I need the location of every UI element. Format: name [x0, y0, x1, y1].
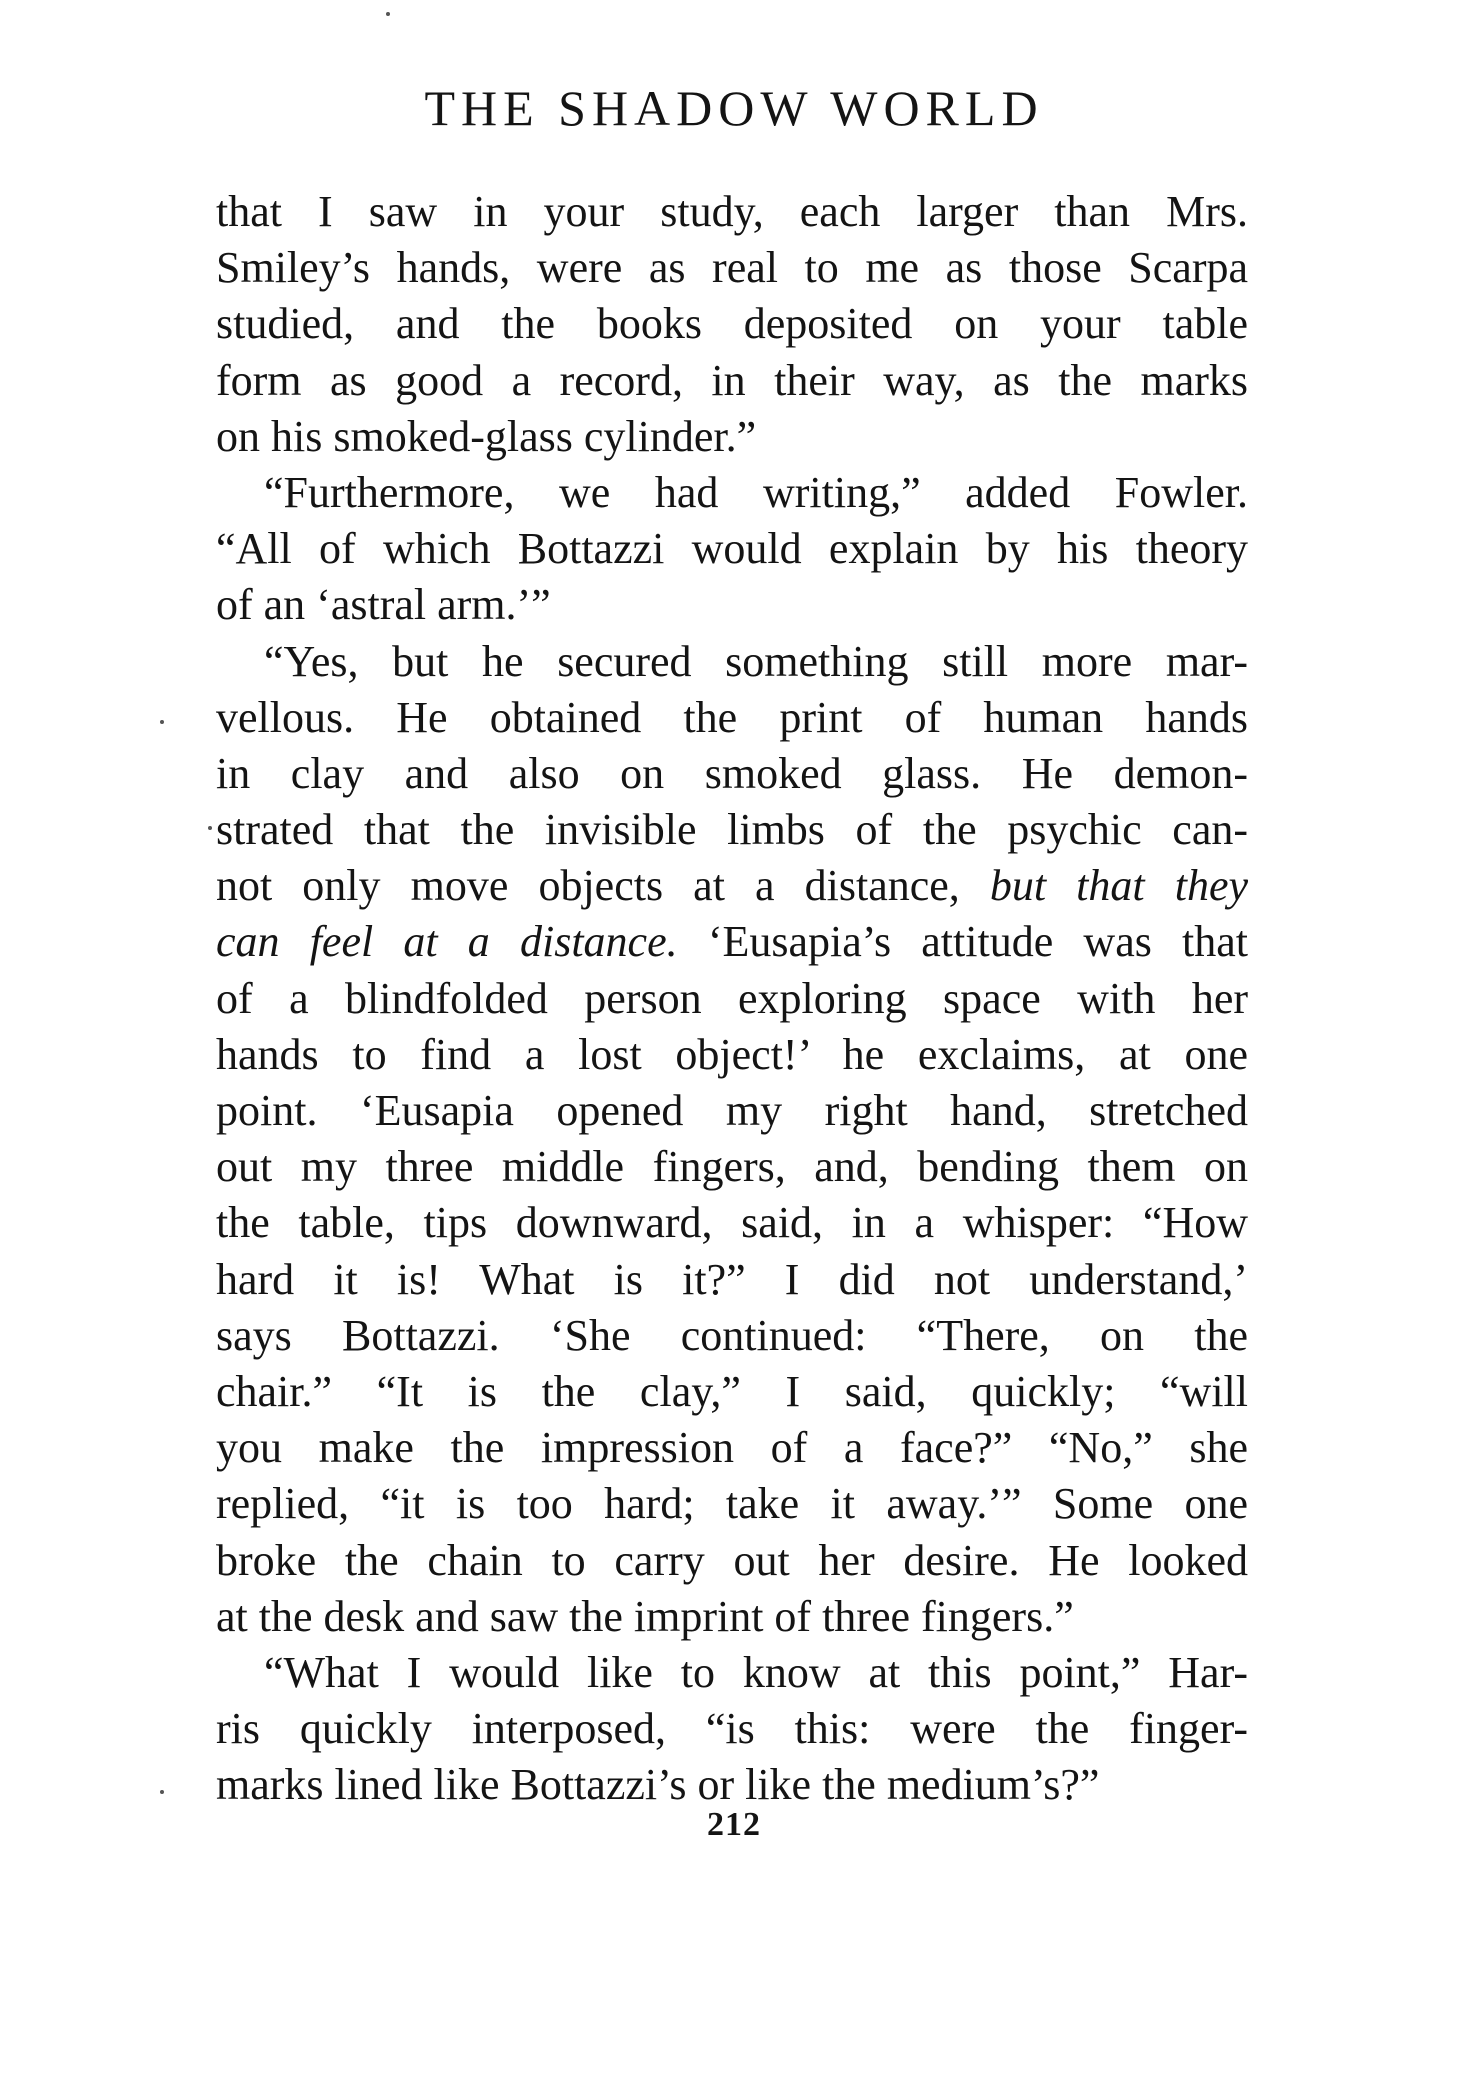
- italic-run: can feel at a distance.: [216, 917, 678, 967]
- text-line: hands to find a lost object!’ he exclaims, at one: [216, 1029, 1248, 1079]
- text-line-mixed: [216, 914, 1248, 970]
- scan-speck: [386, 12, 390, 16]
- text-line: at the desk and saw the imprint of three fingers.”: [216, 1591, 1074, 1641]
- text-line: you make the impression of a face?” “No,” she: [216, 1423, 1248, 1473]
- text-line: broke the chain to carry out her desire. He looked: [216, 1535, 1248, 1585]
- running-head: THE SHADOW WORLD: [424, 80, 1044, 136]
- roman-run: ‘Eusapia’s attitude was that: [707, 917, 1248, 967]
- text-line: “Yes, but he secured something still more mar-: [264, 636, 1248, 686]
- text-line: point. ‘Eusapia opened my right hand, stretched: [216, 1086, 1248, 1135]
- text-line: marks lined like Bottazzi’s or like the medium’s?”: [216, 1760, 1100, 1810]
- text-line-mixed: [216, 858, 1248, 914]
- roman-run: not only move objects at a distance,: [216, 861, 960, 911]
- text-line: “What I would like to know at this point,” Har-: [264, 1647, 1248, 1697]
- text-line: studied, and the books deposited on your table: [216, 299, 1248, 349]
- scan-speck: [160, 720, 164, 724]
- text-line: “All of which Bottazzi would explain by his theory: [216, 524, 1248, 574]
- text-line: Smiley’s hands, were as real to me as those Scarpa: [216, 243, 1248, 293]
- scan-speck: [208, 826, 212, 830]
- text-line: ris quickly interposed, “is this: were the finger-: [216, 1704, 1248, 1754]
- text-line: on his smoked-glass cylinder.”: [216, 411, 757, 461]
- text-line: the table, tips downward, said, in a whisper: “How: [216, 1198, 1248, 1248]
- text-line: of an ‘astral arm.’”: [216, 580, 551, 630]
- text-line: chair.” “It is the clay,” I said, quickly; “will: [216, 1366, 1248, 1416]
- text-line: of a blindfolded person exploring space with her: [216, 973, 1248, 1023]
- text-line: says Bottazzi. ‘She continued: “There, on the: [216, 1310, 1248, 1360]
- page-number: 212: [707, 1806, 761, 1843]
- text-line: hard it is! What is it?” I did not understand,’: [216, 1254, 1248, 1304]
- italic-run: but that they: [989, 861, 1248, 911]
- body-text: [216, 184, 1248, 1813]
- text-line: out my three middle fingers, and, bending them on: [216, 1142, 1248, 1192]
- text-line: replied, “it is too hard; take it away.’” Some one: [216, 1479, 1248, 1529]
- text-line: form as good a record, in their way, as the marks: [216, 355, 1248, 405]
- text-line: vellous. He obtained the print of human hands: [216, 692, 1248, 742]
- text-line: that I saw in your study, each larger than Mrs.: [216, 187, 1248, 236]
- text-line: in clay and also on smoked glass. He demon-: [216, 748, 1248, 798]
- scan-speck: [160, 1790, 164, 1794]
- text-line: strated that the invisible limbs of the psychic can-: [216, 805, 1248, 855]
- text-line: “Furthermore, we had writing,” added Fowler.: [264, 467, 1248, 517]
